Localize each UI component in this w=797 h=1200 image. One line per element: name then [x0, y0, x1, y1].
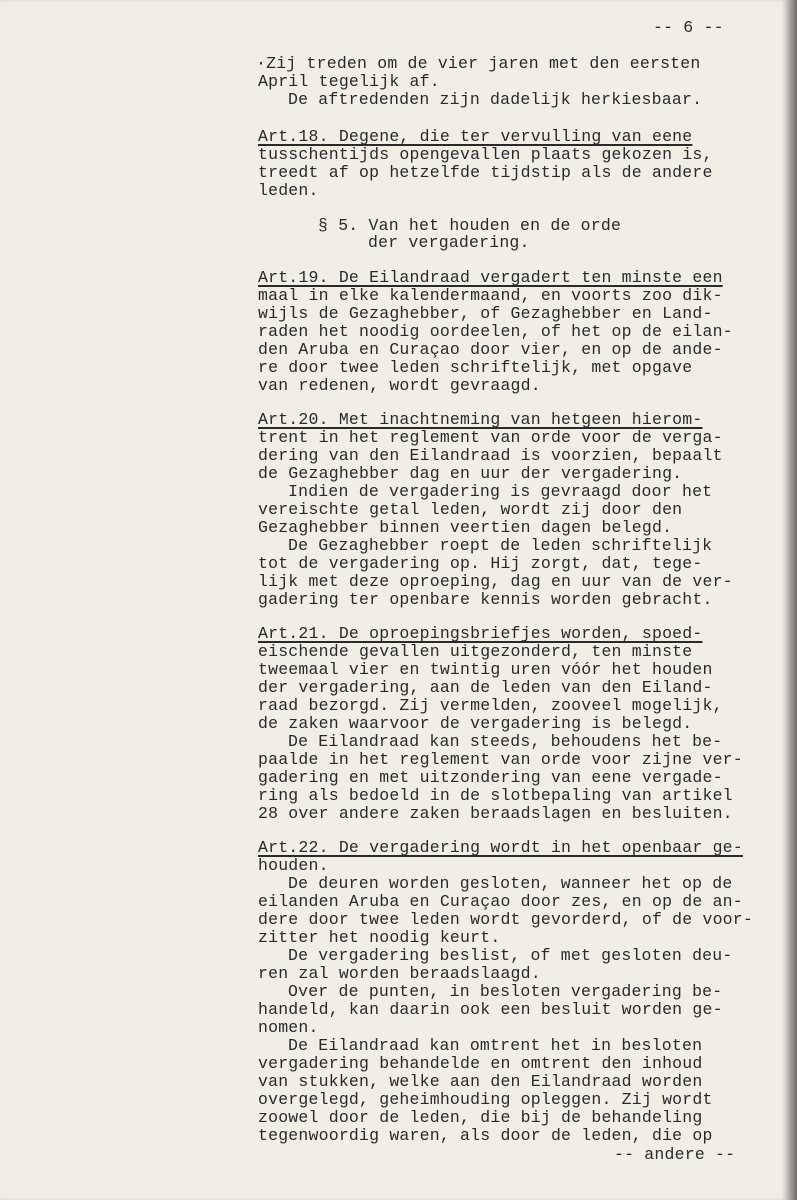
text-line: tusschentijds opengevallen plaats gekozen is,: [258, 145, 713, 164]
text-line: handeld, kan daarin ook een besluit worden ge-: [258, 1000, 723, 1019]
text-line: raad bezorgd. Zij vermelden, zooveel mogelijk,: [258, 696, 723, 715]
text-line: houden.: [258, 856, 329, 875]
text-line: van stukken, welke aan den Eilandraad worden: [258, 1072, 703, 1091]
text-line: den Aruba en Curaçao door vier, en op de ande-: [258, 340, 723, 359]
text-line: ·Zij treden om de vier jaren met den eersten: [256, 54, 701, 73]
text-line: de Gezaghebber dag en uur der vergadering.: [258, 464, 683, 483]
text-line: overgelegd, geheimhouding opleggen. Zij wordt: [258, 1090, 713, 1109]
text-line: gadering en met uitzondering van eene vergade-: [258, 768, 723, 787]
article-19-heading: Art.19. De Eilandraad vergadert ten minste een: [258, 268, 723, 287]
text-line: tweemaal vier en twintig uren vóór het houden: [258, 660, 713, 679]
text-line: maal in elke kalendermaand, en voorts zoo dik-: [258, 286, 723, 305]
text-line: gadering ter openbare kennis worden gebracht.: [258, 590, 713, 609]
page-edge: [786, 0, 797, 1200]
text-line: nomen.: [258, 1018, 319, 1037]
text-line: ring als bedoeld in de slotbepaling van artikel: [258, 786, 733, 805]
text-line: treedt af op hetzelfde tijdstip als de andere: [258, 163, 713, 182]
text-line: De vergadering beslist, of met gesloten deu-: [288, 946, 733, 965]
text-line: Gezaghebber binnen veertien dagen belegd.: [258, 518, 673, 537]
text-line: vereischte getal leden, wordt zij door den: [258, 500, 683, 519]
text-line: dering van den Eilandraad is voorzien, bepaalt: [258, 446, 723, 465]
text-line: ren zal worden beraadslaagd.: [258, 964, 541, 983]
text-line: trent in het reglement van orde voor de verga-: [258, 428, 723, 447]
article-22-heading: Art.22. De vergadering wordt in het openbaar ge-: [258, 838, 743, 857]
text-line: eilanden Aruba en Curaçao door zes, en op de an-: [258, 892, 743, 911]
text-line: vergadering behandelde en omtrent den inhoud: [258, 1054, 703, 1073]
text-line: April tegelijk af.: [258, 72, 440, 91]
text-line: re door twee leden schriftelijk, met opgave: [258, 358, 693, 377]
text-line: eischende gevallen uitgezonderd, ten minste: [258, 642, 693, 661]
text-line: De Eilandraad kan steeds, behoudens het be-: [288, 732, 723, 751]
section-heading-cont: der vergadering.: [368, 233, 530, 252]
text-line: der vergadering, aan de leden van den Eiland-: [258, 678, 713, 697]
text-line: tot de vergadering op. Hij zorgt, dat, tege-: [258, 554, 703, 573]
text-line: Over de punten, in besloten vergadering be-: [288, 982, 723, 1001]
text-line: van redenen, wordt gevraagd.: [258, 376, 541, 395]
page-number: -- 6 --: [653, 18, 724, 37]
text-line: zoowel door de leden, die bij de behandeling: [258, 1108, 703, 1127]
text-line: De deuren worden gesloten, wanneer het op de: [288, 874, 733, 893]
text-line: wijls de Gezaghebber, of Gezaghebber en Land-: [258, 304, 713, 323]
text-line: zitter het noodig keurt.: [258, 928, 501, 947]
text-line: lijk met deze oproeping, dag en uur van de ver-: [258, 572, 733, 591]
text-line: paalde in het reglement van orde voor zijne ver-: [258, 750, 743, 769]
article-20-heading: Art.20. Met inachtneming van hetgeen hierom-: [258, 410, 703, 429]
text-line: de zaken waarvoor de vergadering is belegd.: [258, 714, 693, 733]
text-line: dere door twee leden wordt gevorderd, of de voor-: [258, 910, 753, 929]
article-18-heading: Art.18. Degene, die ter vervulling van eene: [258, 127, 693, 146]
text-line: De Eilandraad kan omtrent het in besloten: [288, 1036, 703, 1055]
text-line: Indien de vergadering is gevraagd door het: [288, 482, 713, 501]
text-line: leden.: [258, 181, 319, 200]
section-heading: § 5. Van het houden en de orde: [318, 216, 622, 235]
text-line: De aftredenden zijn dadelijk herkiesbaar.: [288, 90, 703, 109]
text-line: 28 over andere zaken beraadslagen en besluiten.: [258, 804, 733, 823]
continuation-catchword: -- andere --: [614, 1145, 736, 1164]
text-line: De Gezaghebber roept de leden schriftelijk: [288, 536, 713, 555]
text-line: raden het noodig oordeelen, of het op de eilan-: [258, 322, 733, 341]
article-21-heading: Art.21. De oproepingsbriefjes worden, spoed-: [258, 624, 703, 643]
text-line: tegenwoordig waren, als door de leden, die op: [258, 1126, 713, 1145]
